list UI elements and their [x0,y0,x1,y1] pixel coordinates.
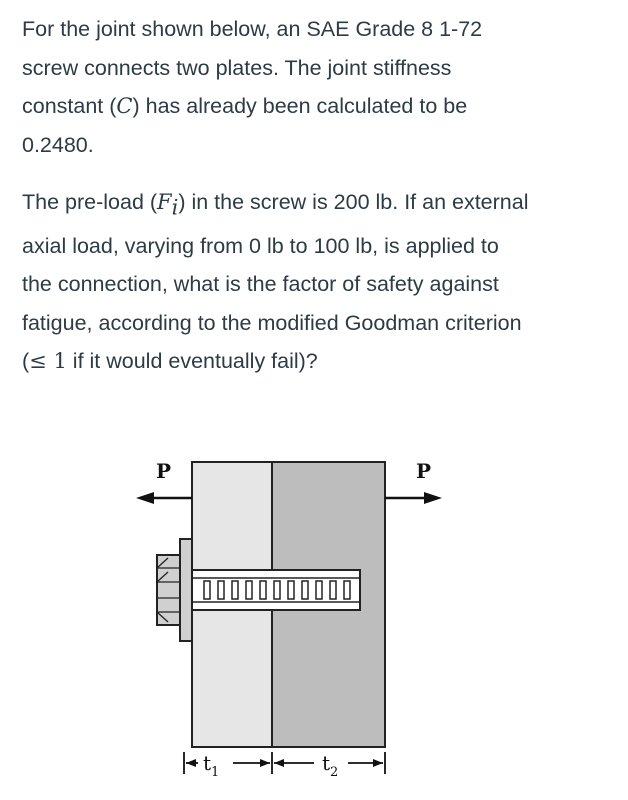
screw-shank [192,570,360,610]
load-label-right: P [416,459,432,483]
symbol-i: i [171,195,179,220]
t1-arrowhead-right [260,759,270,767]
line-9a: ( [22,349,30,374]
symbol-f: F [157,190,172,214]
line-7: the connection, what is the factor of safety against [22,272,499,297]
line-4: 0.2480. [22,132,94,157]
problem-paragraph-1 [22,10,622,164]
symbol-c: C [116,94,133,118]
line-5a: The pre-load ( [22,190,158,214]
t1-arrowhead-left [186,759,196,767]
line-9b: if it would eventually fail)? [66,349,318,374]
line-5b: ) in the screw is 200 lb. If an external [178,190,529,214]
t1-label: $t_1$ [203,751,220,780]
load-label-left: P [156,459,172,483]
screw-washer [180,539,192,641]
right-load-arrowhead [424,492,442,504]
t2-arrowhead-right [373,759,383,767]
problem-paragraph-2 [22,183,622,381]
line-2: screw connects two plates. The joint stiffness [22,55,452,80]
line-8: fatigue, according to the modified Goodman criterion [22,310,522,335]
symbol-leq-one: ≤ 1 [29,349,67,374]
t2-label: $t_2$ [322,751,339,780]
t2-arrowhead-left [274,759,284,767]
left-load-arrowhead [136,492,154,504]
joint-diagram [0,440,628,790]
line-3b: ) has already been calculated to be [132,94,468,118]
line-6: axial load, varying from 0 lb to 100 lb, is applied to [22,233,499,258]
line-3a: constant ( [22,94,117,118]
bolted-joint-figure [0,440,628,790]
line-1: For the joint shown below, an SAE Grade 8 1-72 [22,17,483,41]
